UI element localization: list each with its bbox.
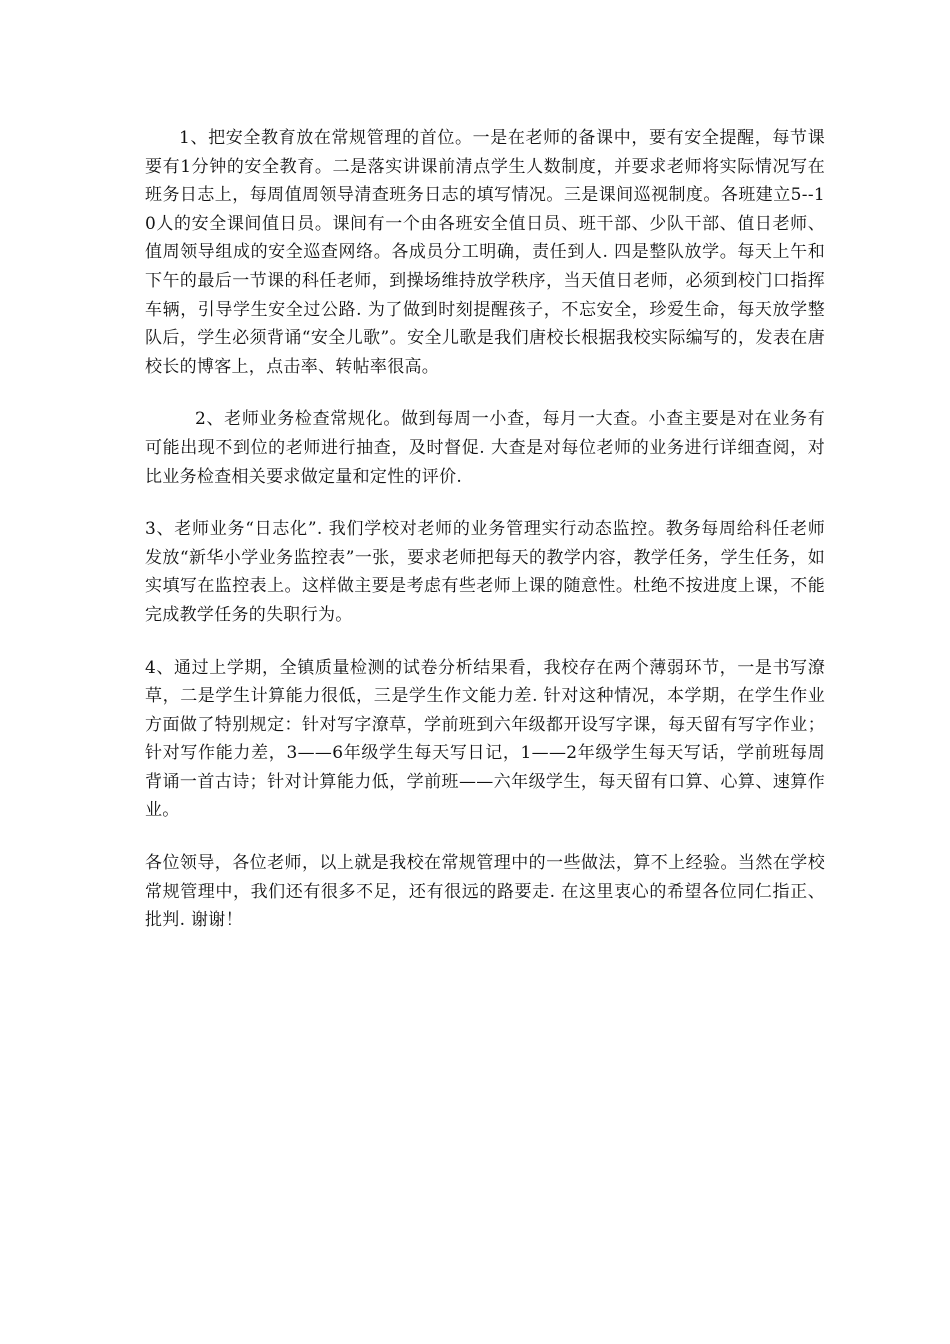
document-body [145, 124, 825, 957]
paragraph-safety-education: 1、把安全教育放在常规管理的首位。一是在老师的备课中，要有安全提醒，每节课要有1分钟的安全教育。二是落实讲课前清点学生人数制度，并要求老师将实际情况写在班务日志上，每周值周领导清查班务日志的填写情况。三是课间巡视制度。各班建立5--10人的安全课间值日员。课间有一个由各班安全值日员、班干部、少队干部、值日老师、值周领导组成的安全巡查网络。各成员分工明确，责任到人. 四是整队放学。每天上午和下午的最后一节课的科任老师，到操场维持放学秩序，当天值日老师，必须到校门口指挥车辆，引导学生安全过公路. 为了做到时刻提醒孩子，不忘安全，珍爱生命，每天放学整队后，学生必须背诵“安全儿歌”。安全儿歌是我们唐校长根据我校实际编写的，发表在唐校长的博客上，点击率、转帖率很高。 [145, 128, 825, 377]
paragraph-teacher-inspection: 2、老师业务检查常规化。做到每周一小查，每月一大查。小查主要是对在业务有可能出现不到位的老师进行抽查，及时督促. 大查是对每位老师的业务进行详细查阅，对比业务检查相关要求做定量和定性的评价. [145, 409, 825, 487]
paragraph-teacher-log: 3、老师业务“日志化”. 我们学校对老师的业务管理实行动态监控。教务每周给科任老师发放“新华小学业务监控表”一张，要求老师把每天的教学内容，教学任务，学生任务，如实填写在监控表上。这样做主要是考虑有些老师上课的随意性。杜绝不按进度上课，不能完成教学任务的失职行为。 [145, 519, 825, 625]
paragraph-weak-links: 4、通过上学期，全镇质量检测的试卷分析结果看，我校存在两个薄弱环节，一是书写潦草，二是学生计算能力很低，三是学生作文能力差. 针对这种情况，本学期，在学生作业方面做了特别规定：针对写字潦草，学前班到六年级都开设写字课，每天留有写字作业；针对写作能力差，3——6年级学生每天写日记，1——2年级学生每天写话，学前班每周背诵一首古诗；针对计算能力低，学前班——六年级学生，每天留有口算、心算、速算作业。 [145, 657, 825, 821]
paragraph-closing: 各位领导，各位老师，以上就是我校在常规管理中的一些做法，算不上经验。当然在学校常规管理中，我们还有很多不足，还有很远的路要走. 在这里衷心的希望各位同仁指正、批判. 谢谢！ [145, 853, 825, 931]
